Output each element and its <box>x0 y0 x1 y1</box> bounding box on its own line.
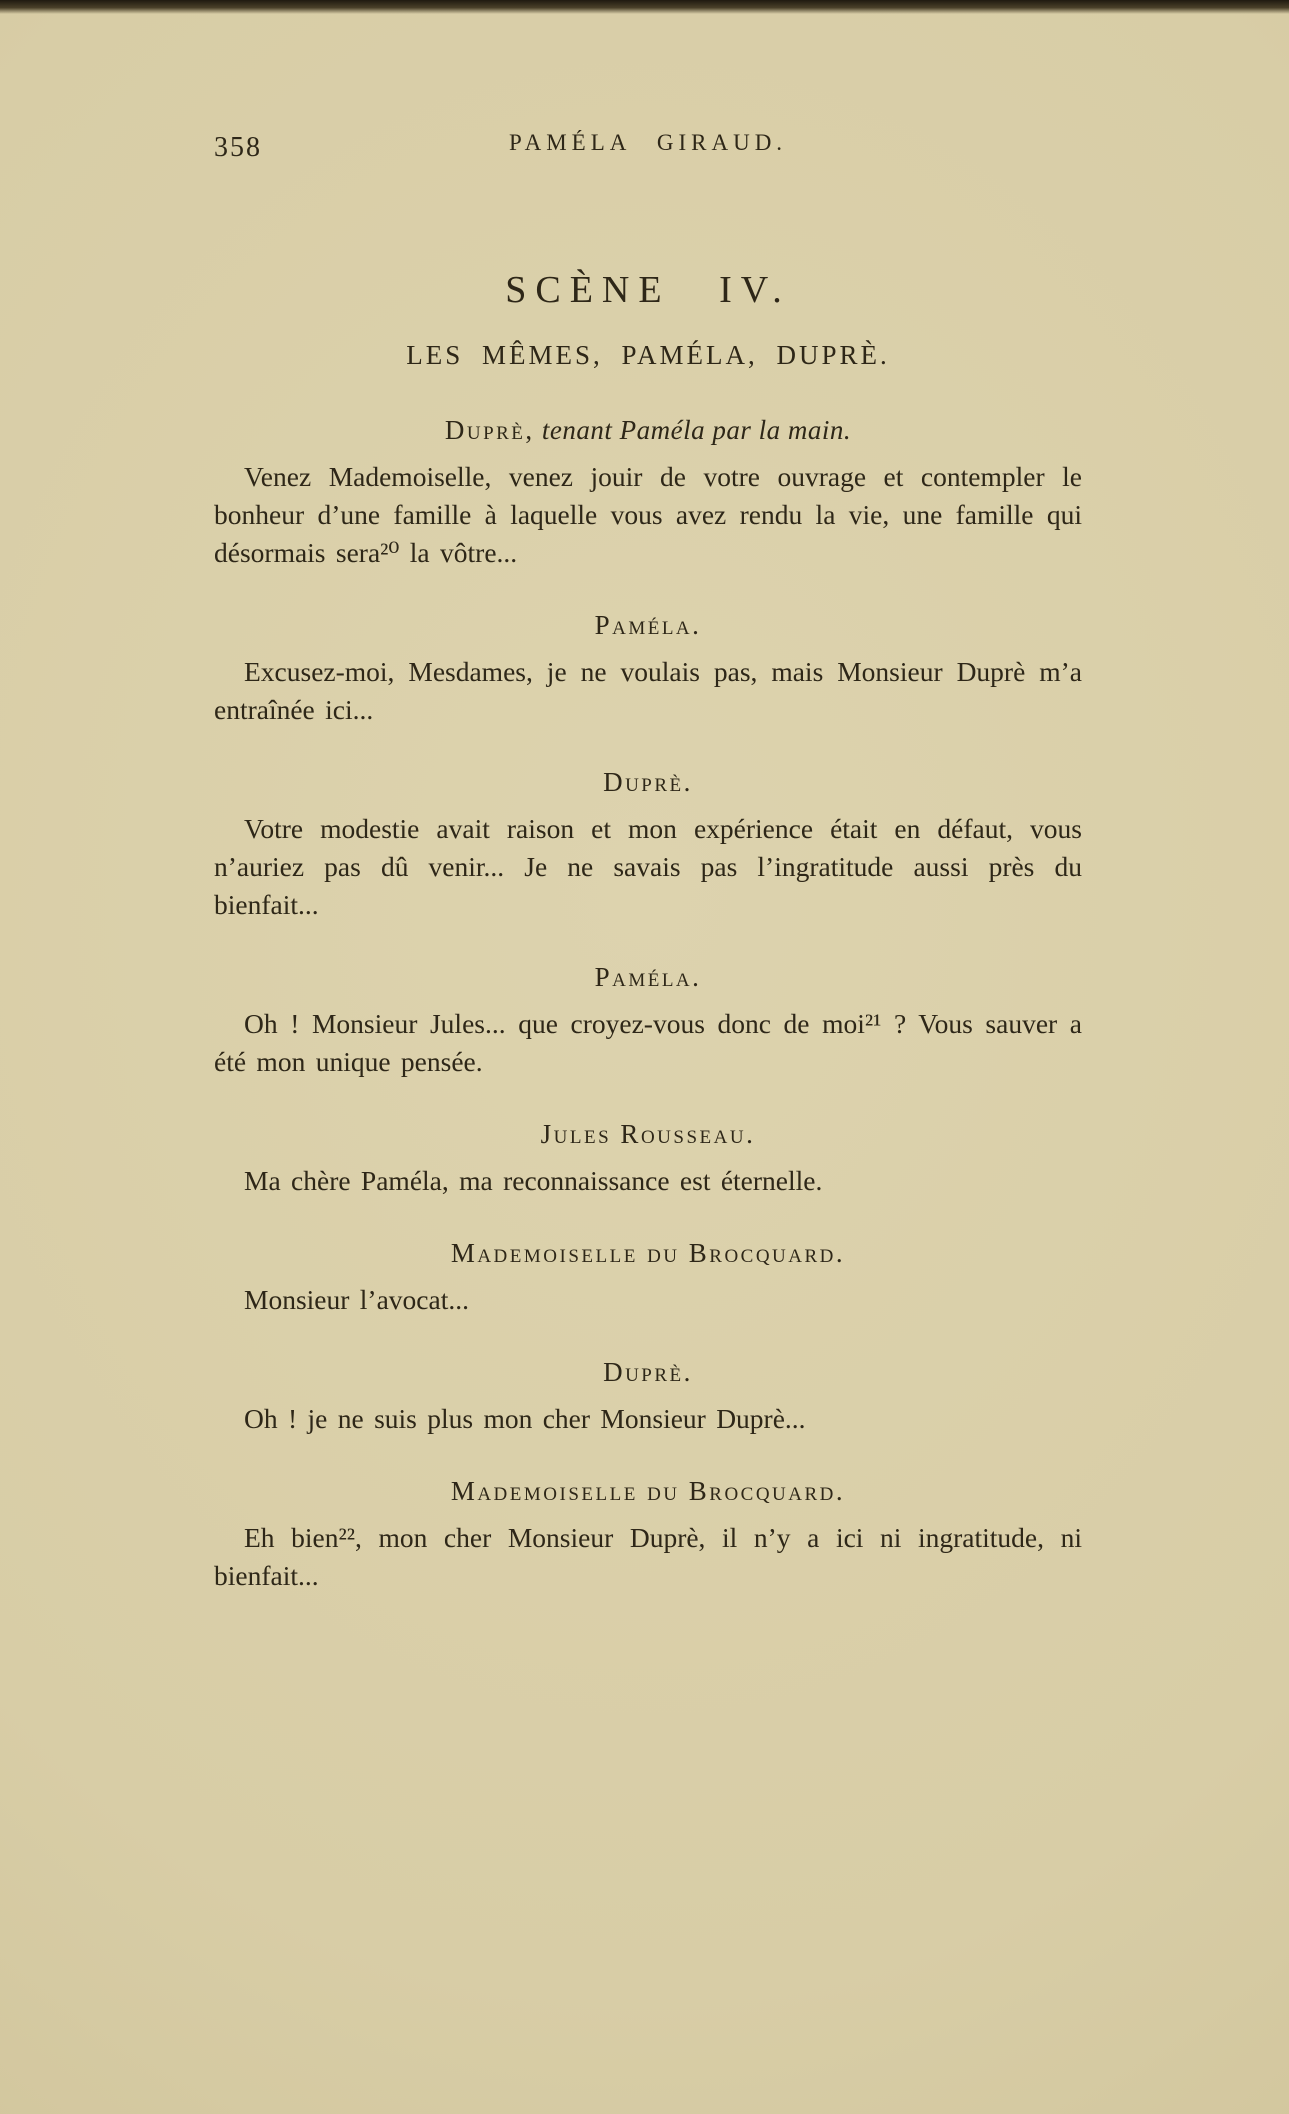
running-head <box>214 130 1082 166</box>
page-number: 358 <box>214 132 262 163</box>
speaker-name: Paméla. <box>594 962 702 992</box>
speaker-heading <box>214 610 1082 641</box>
speech-text: Oh ! Monsieur Jules... que croyez-vous donc de moi²¹ ? Vous sauver a été mon unique pensée. <box>214 1008 1082 1077</box>
speaker-heading <box>214 1357 1082 1388</box>
text-block <box>214 0 1082 1595</box>
speech-text: Excusez-moi, Mesdames, je ne voulais pas, mais Monsieur Duprè m’a entraînée ici... <box>214 656 1082 725</box>
speech-text: Venez Mademoiselle, venez jouir de votre ouvrage et contempler le bonheur d’une famille à laquelle vous avez rendu la vie, une famille qui désormais sera²⁰ la vôtre... <box>214 461 1082 568</box>
speech-text: Monsieur l’avocat... <box>244 1284 469 1315</box>
scene-title: SCÈNE IV. <box>505 269 791 311</box>
speech-text: Eh bien²², mon cher Monsieur Duprè, il n’y a ici ni ingratitude, ni bienfait... <box>214 1522 1082 1591</box>
speaker-name: Jules Rousseau. <box>540 1119 756 1149</box>
speech-text: Votre modestie avait raison et mon expérience était en défaut, vous n’auriez pas dû venir... Je ne savais pas l’ingratitude aussi près du bienfait... <box>214 813 1082 920</box>
speaker-name: Duprè. <box>603 1357 693 1387</box>
speaker-name: Duprè. <box>603 767 693 797</box>
speech-text: Ma chère Paméla, ma reconnaissance est éternelle. <box>244 1165 823 1196</box>
speaker-name: Mademoiselle du Brocquard. <box>450 1238 846 1268</box>
speaker-name: Mademoiselle du Brocquard. <box>450 1476 846 1506</box>
speaker-name: Duprè, <box>444 415 535 445</box>
speaker-heading <box>214 1238 1082 1269</box>
speaker-name: Paméla. <box>594 610 702 640</box>
speaker-heading <box>214 415 1082 446</box>
characters-line: LES MÊMES, PAMÉLA, DUPRÈ. <box>406 340 890 370</box>
speaker-heading <box>214 1119 1082 1150</box>
stage-direction: tenant Paméla par la main. <box>534 415 852 445</box>
speaker-heading <box>214 767 1082 798</box>
running-title: PAMÉLA GIRAUD. <box>508 130 788 155</box>
speaker-heading <box>214 1476 1082 1507</box>
speaker-heading <box>214 962 1082 993</box>
speech-text: Oh ! je ne suis plus mon cher Monsieur Duprè... <box>244 1403 806 1434</box>
